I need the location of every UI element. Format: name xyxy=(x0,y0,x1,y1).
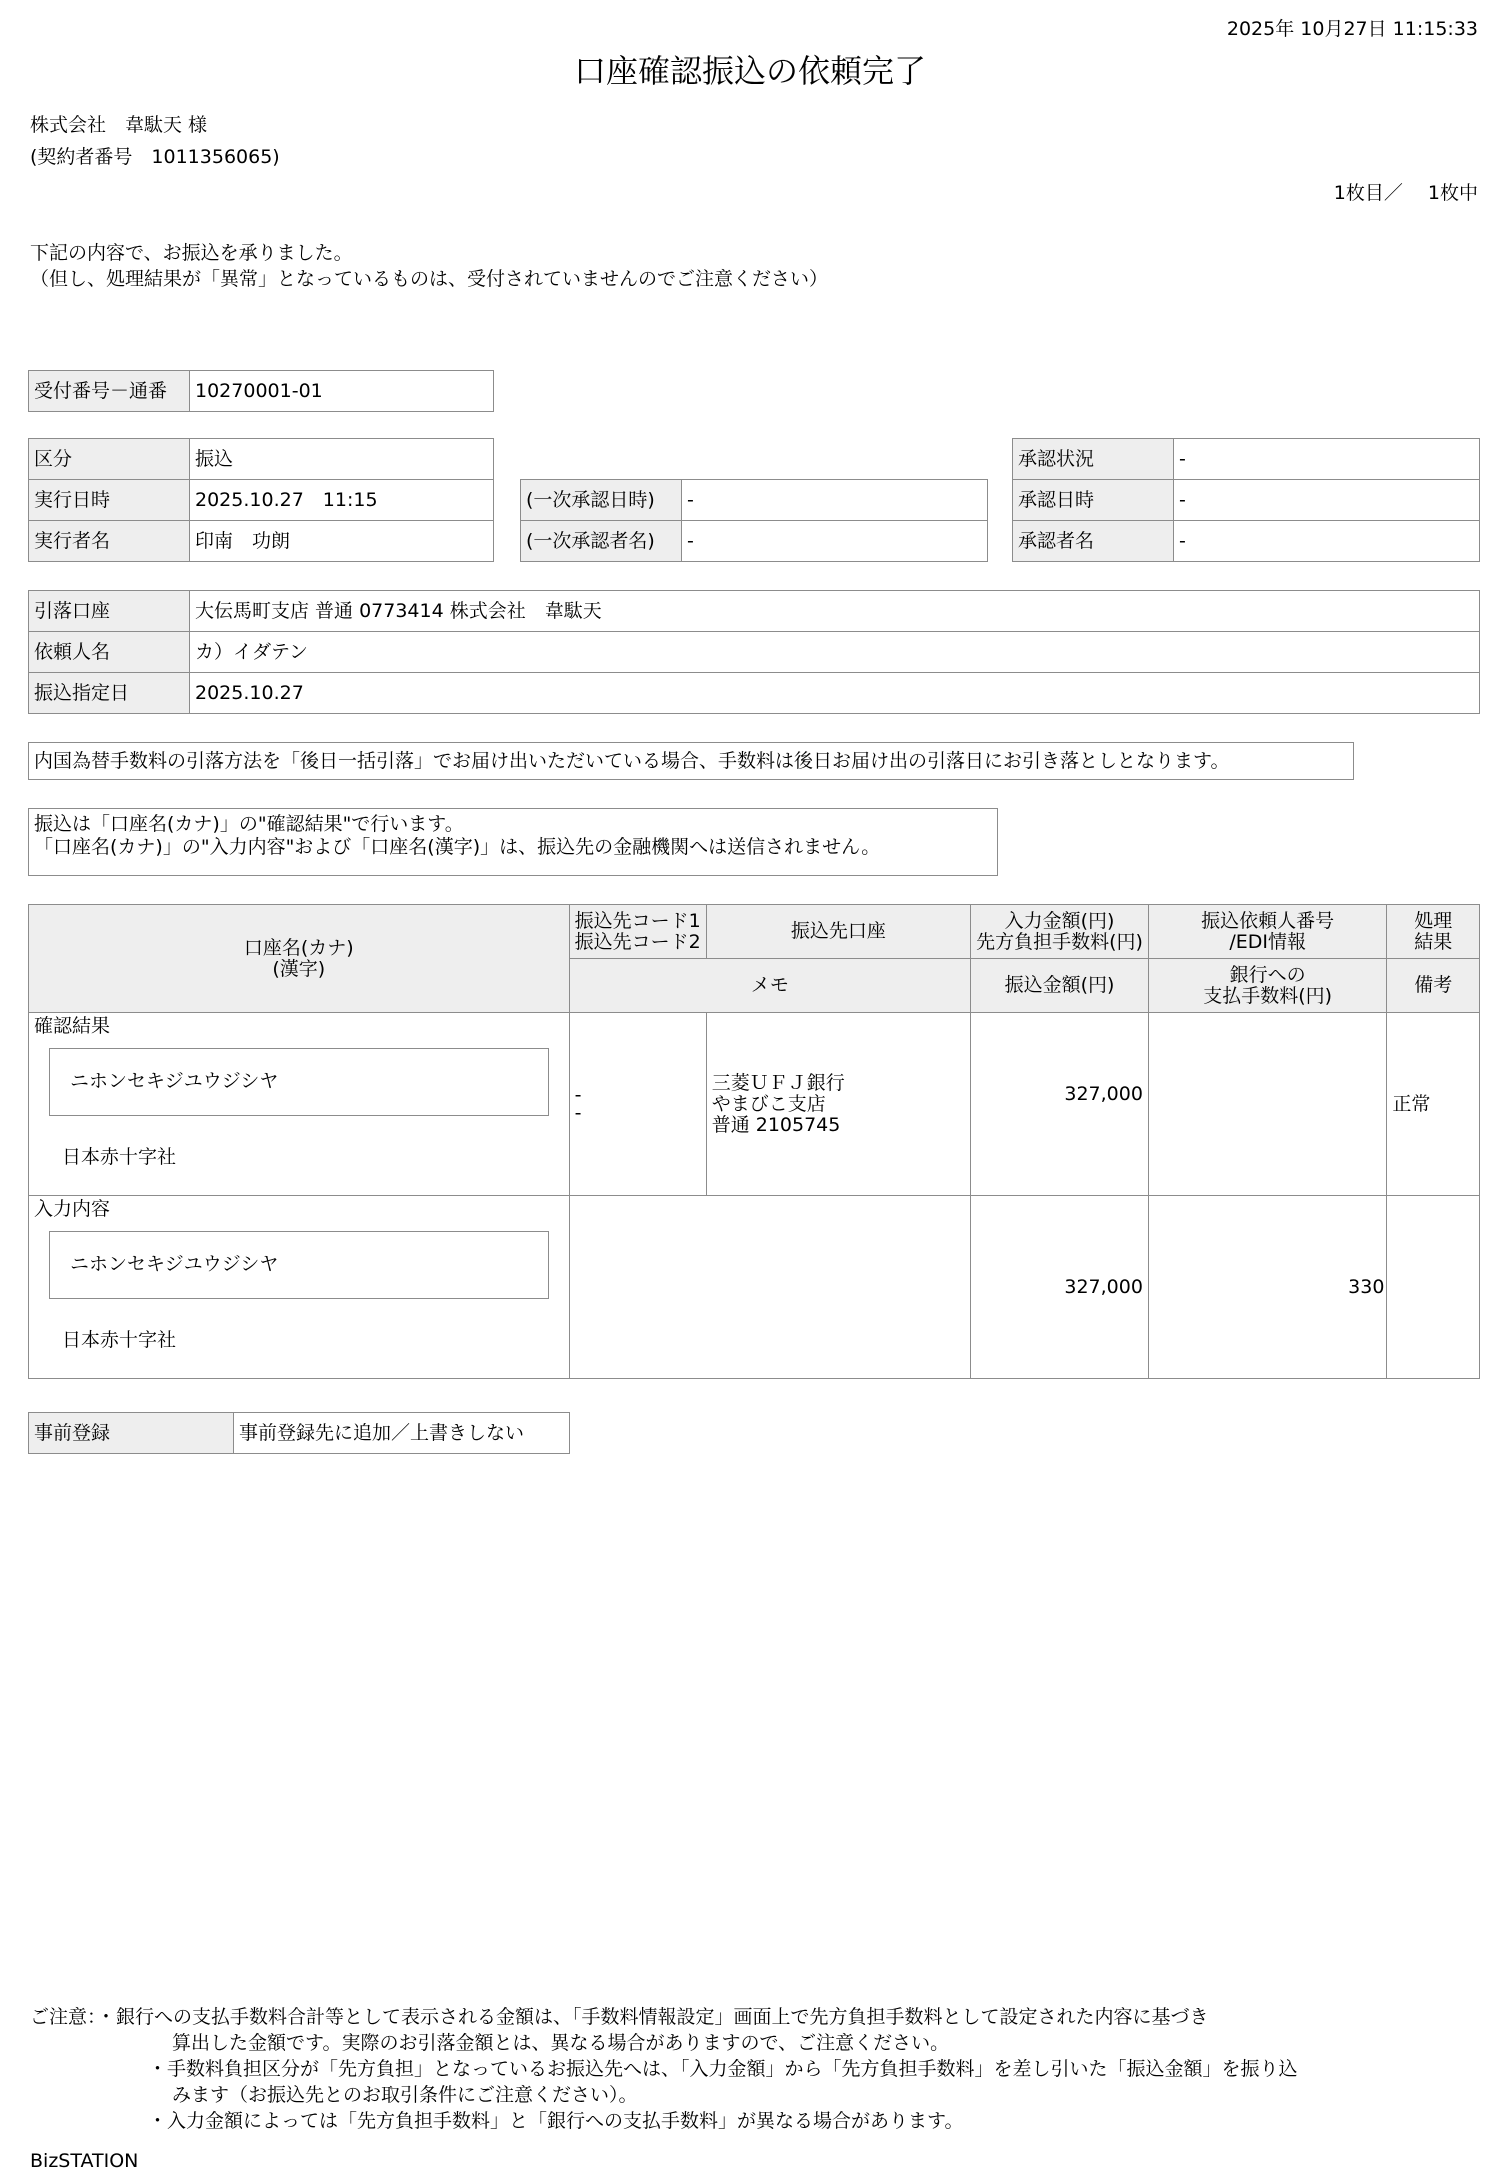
result-status: 正常 xyxy=(1387,1013,1480,1196)
approval-status-value: - xyxy=(1174,439,1480,480)
footer-brand: BizSTATION xyxy=(30,2150,139,2172)
input-label: 入力内容 xyxy=(34,1198,111,1220)
prereg-table xyxy=(28,1412,570,1454)
note-3: ・入力金額によっては「先方負担手数料」と「銀行への支払手数料」が異なる場合があります。 xyxy=(148,2110,964,2132)
header-requester-number xyxy=(1148,905,1386,959)
header-code xyxy=(569,905,706,959)
input-fee: 330 xyxy=(1148,1196,1386,1379)
confirm-code-cell xyxy=(569,1013,706,1196)
header-amount xyxy=(971,905,1149,959)
transfer-date-value: 2025.10.27 xyxy=(190,673,1480,714)
input-note-cell xyxy=(1387,1196,1480,1379)
transfer-notice xyxy=(28,808,998,876)
info-table-right xyxy=(1012,438,1480,562)
confirm-label: 確認結果 xyxy=(34,1015,111,1037)
first-approval-date-label: (一次承認日時) xyxy=(521,480,682,521)
input-amount: 327,000 xyxy=(971,1196,1149,1379)
header-note: 備考 xyxy=(1387,959,1480,1013)
header-input-amount: 入力金額(円) xyxy=(1004,909,1115,932)
transfer-notice-line-2: 「口座名(カナ)」の"入力内容"および「口座名(漢字)」は、振込先の金融機関へは送信されません。 xyxy=(34,835,881,858)
transfer-date-label: 振込指定日 xyxy=(29,673,190,714)
confirm-requester-cell xyxy=(1148,1013,1386,1196)
contract-number: (契約者番号 1011356065) xyxy=(30,146,280,168)
fee-notice: 内国為替手数料の引落方法を「後日一括引落」でお届け出いただいている場合、手数料は後日お届け出の引落日にお引き落としとなります。 xyxy=(28,742,1354,780)
exec-date-label: 実行日時 xyxy=(29,480,190,521)
note-1b: 算出した金額です。実際のお引落金額とは、異なる場合がありますので、ご注意ください。 xyxy=(172,2032,950,2054)
first-approver-value: - xyxy=(682,521,988,562)
executor-label: 実行者名 xyxy=(29,521,190,562)
confirm-destination-cell xyxy=(706,1013,970,1196)
header-result-2: 結果 xyxy=(1414,930,1453,953)
input-kanji: 日本赤十字社 xyxy=(62,1328,177,1351)
debit-account-value: 大伝馬町支店 普通 0773414 株式会社 韋駄天 xyxy=(190,591,1480,632)
prereg-label: 事前登録 xyxy=(29,1413,234,1454)
header-bank-fee-1: 銀行への xyxy=(1229,963,1306,986)
branch-name: やまびこ支店 xyxy=(711,1092,826,1115)
approver-value: - xyxy=(1174,521,1480,562)
header-requester-number-2: /EDI情報 xyxy=(1229,930,1306,953)
kubun-value: 振込 xyxy=(190,439,494,480)
header-bank-fee xyxy=(1148,959,1386,1013)
input-kana-box xyxy=(49,1231,549,1299)
note-2b: みます（お振込先とのお取引条件にご注意ください）。 xyxy=(172,2084,638,2106)
confirm-kana-box xyxy=(49,1048,549,1116)
code-2: - xyxy=(574,1102,582,1124)
input-code-cell xyxy=(569,1196,971,1379)
company-name: 株式会社 韋駄天 様 xyxy=(30,114,208,136)
header-memo: メモ xyxy=(569,959,971,1013)
transfer-notice-line-1: 振込は「口座名(カナ)」の"確認結果"で行います。 xyxy=(34,813,464,835)
header-destination: 振込先口座 xyxy=(706,905,970,959)
note-1a: 銀行への支払手数料合計等として表示される金額は、「手数料情報設定」画面上で先方負担手数料として設定された内容に基づき xyxy=(116,2006,1209,2028)
approval-date-value: - xyxy=(1174,480,1480,521)
notes xyxy=(30,2004,1298,2134)
executor-value: 印南 功朗 xyxy=(190,521,494,562)
requester-label: 依頼人名 xyxy=(29,632,190,673)
code-1: - xyxy=(574,1084,582,1106)
table-row xyxy=(29,1196,1480,1379)
transfer-table xyxy=(28,904,1480,1379)
header-code-1: 振込先コード1 xyxy=(574,909,701,932)
receipt-value: 10270001-01 xyxy=(190,371,494,412)
approver-label: 承認者名 xyxy=(1013,521,1174,562)
approval-status-label: 承認状況 xyxy=(1013,439,1174,480)
confirm-kanji: 日本赤十字社 xyxy=(62,1145,177,1168)
notes-prefix: ご注意：・ xyxy=(30,2006,116,2028)
info-table-left xyxy=(28,438,494,562)
approval-date-label: 承認日時 xyxy=(1013,480,1174,521)
intro-line-2: （但し、処理結果が「異常」となっているものは、受付されていませんのでご注意ください） xyxy=(30,268,829,290)
confirm-name-cell xyxy=(29,1013,570,1196)
header-bank-fee-2: 支払手数料(円) xyxy=(1203,984,1333,1007)
requester-value: カ）イダテン xyxy=(190,632,1480,673)
note-2a: ・手数料負担区分が「先方負担」となっているお振込先へは、「入力金額」から「先方負担手数料」を差し引いた「振込金額」を振り込 xyxy=(148,2058,1298,2080)
header-account-name xyxy=(29,905,570,1013)
intro-line-1: 下記の内容で、お振込を承りました。 xyxy=(30,242,353,264)
page-count: 1枚目／ 1枚中 xyxy=(1333,182,1478,204)
bank-name: 三菱ＵＦＪ銀行 xyxy=(711,1071,845,1094)
account-number: 普通 2105745 xyxy=(711,1113,841,1136)
timestamp: 2025年 10月27日 11:15:33 xyxy=(1226,18,1478,40)
debit-account-label: 引落口座 xyxy=(29,591,190,632)
confirm-kana: ニホンセキジユウジシヤ xyxy=(70,1070,279,1093)
header-code-2: 振込先コード2 xyxy=(574,930,701,953)
exec-date-value: 2025.10.27 11:15 xyxy=(190,480,494,521)
header-requester-number-1: 振込依頼人番号 xyxy=(1201,909,1335,932)
prereg-value: 事前登録先に追加／上書きしない xyxy=(234,1413,570,1454)
table-row xyxy=(29,1013,1480,1196)
header-result-1: 処理 xyxy=(1414,909,1453,932)
first-approver-label: (一次承認者名) xyxy=(521,521,682,562)
header-transfer-amount: 振込金額(円) xyxy=(971,959,1149,1013)
receipt-table xyxy=(28,370,494,412)
receipt-label: 受付番号－通番 xyxy=(29,371,190,412)
header-payee-fee: 先方負担手数料(円) xyxy=(976,930,1143,953)
header-account-name-kanji: (漢字) xyxy=(272,957,326,980)
kubun-label: 区分 xyxy=(29,439,190,480)
info-table-middle xyxy=(520,479,988,562)
input-name-cell xyxy=(29,1196,570,1379)
header-account-name-kana: 口座名(カナ) xyxy=(243,936,354,959)
header-result xyxy=(1387,905,1480,959)
confirm-amount: 327,000 xyxy=(971,1013,1149,1196)
account-table xyxy=(28,590,1480,714)
page-title: 口座確認振込の依頼完了 xyxy=(573,52,926,90)
first-approval-date-value: - xyxy=(682,480,988,521)
input-kana: ニホンセキジユウジシヤ xyxy=(70,1253,279,1276)
